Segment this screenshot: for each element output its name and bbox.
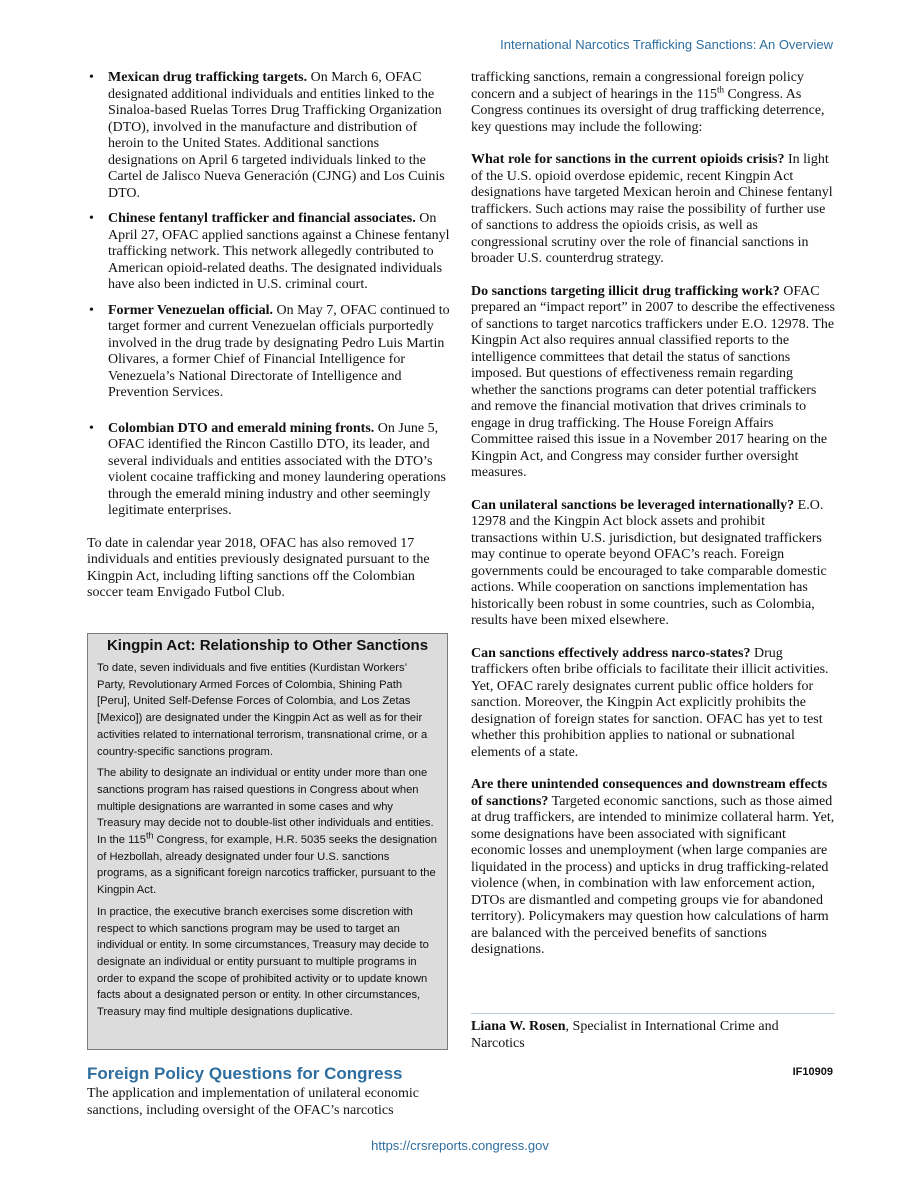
sidebar-text: Congress, for example, H.R. 5035 seeks the designation of Hezbollah, already designated under four U.S. sanctions programs, as a significant foreign narcotics trafficker, pursuant to the Kingpin Act. (97, 834, 438, 897)
designation-list (87, 70, 450, 520)
list-item (87, 421, 450, 520)
bullet-text: On June 5, OFAC identified the Rincon Castillo DTO, its leader, and several individuals and entities associated with the DTO’s violent cocaine trafficking and money laundering operations through the emerald mining industry and other seemingly legitimate enterprises. (108, 420, 446, 518)
bullet-lead: Colombian DTO and emerald mining fronts. (108, 420, 375, 436)
question-lead: What role for sanctions in the current opioids crisis? (471, 152, 785, 167)
intro-text: trafficking sanctions, remain a congressional foreign policy concern and a subject of hearings in the 115 (471, 70, 804, 102)
bullet-icon: • (89, 70, 94, 85)
section-body: The application and implementation of unilateral economic sanctions, including oversight of the OFAC’s narcotics (87, 1086, 419, 1118)
list-item (87, 211, 450, 294)
question-paragraph (471, 152, 835, 268)
bullet-text: On May 7, OFAC continued to target former and current Venezuelan officials purportedly involved in the drug trade by designating Pedro Luis Martin Olivares, a former Chief of Financial Intelligence for Venezuela’s National Directorate of Intelligence and Prevention Services. (108, 302, 450, 400)
bullet-icon: • (89, 302, 94, 318)
question-text: E.O. 12978 and the Kingpin Act block assets and prohibit transactions within U.S. jurisdiction, but designated traffickers may continue to operate beyond OFAC’s reach. Foreign governments could be encouraged to take comparable domestic actions. While cooperation on sanctions implementation has historically been robust in some countries, such as Colombia, results have been mixed elsewhere. (471, 497, 827, 628)
sidebar-paragraph: In practice, the executive branch exercises some discretion with respect to which sanctions program may be used to target an individual or entity. In some circumstances, Treasury may decide to designate an individual or entity pursuant to multiple programs in order to expand the scope of prohibited activity or to update known facts about a designated person or entity. In other circumstances, Treasury may find multiple designations duplicative. (97, 905, 429, 1019)
bullet-text: On April 27, OFAC applied sanctions against a Chinese fentanyl trafficking network. This network allegedly contributed to American opioid-related deaths. The designated individuals have also been indicted in U.S. criminal court. (108, 211, 450, 292)
document-id: IF10909 (792, 1066, 833, 1078)
question-paragraph (471, 777, 835, 959)
bullet-lead: Chinese fentanyl trafficker and financial associates. (108, 211, 416, 226)
sidebar-text: The ability to designate an individual or entity under more than one sanctions program has raised questions in Congress about when multiple designations are warranted in some cases and why Treasury may decide not to double-list other individuals and entities. In the 115 (97, 767, 434, 847)
sidebar-paragraph: To date, seven individuals and five entities (Kurdistan Workers’ Party, Revolutionary Armed Forces of Colombia, Shining Path [Peru], United Self-Defense Forces of Colombia, and Los Zetas [Mexico]) are designated under the Kingpin Act as well as for their activities related to international terrorism, transnational crime, or a country-specific sanctions program. (97, 662, 428, 758)
footer-link[interactable] (0, 1138, 920, 1153)
question-paragraph (471, 646, 835, 762)
footer-url[interactable]: https://crsreports.congress.gov (371, 1138, 549, 1153)
intro-text: Congress. As Congress continues its oversight of drug trafficking deterrence, key questions may include the following: (471, 86, 825, 135)
sidebar-title: Kingpin Act: Relationship to Other Sanctions (106, 637, 429, 654)
sidebar-paragraph (97, 765, 438, 899)
question-paragraph (471, 498, 835, 630)
removal-paragraph: To date in calendar year 2018, OFAC has also removed 17 individuals and entities previously designated pursuant to the Kingpin Act, including lifting sanctions off the Colombian soccer team Envigado Futbol Club. (87, 535, 430, 600)
superscript: th (716, 83, 724, 94)
bullet-lead: Former Venezuelan official. (108, 302, 273, 318)
left-column (87, 70, 450, 618)
question-lead: Can sanctions effectively address narco-states? (471, 645, 751, 661)
question-text: Drug traffickers often bribe officials to facilitate their illicit activities. Yet, OFAC rarely designates current public office holders for sanction. Moreover, the Kingpin Act explicitly prohibits the designation of foreign states for sanction. OFAC has yet to test whether this prohibition applies to national or subnational elements of a state. (471, 645, 829, 760)
bullet-lead: Mexican drug trafficking targets. (108, 70, 308, 85)
intro-paragraph (471, 70, 835, 136)
question-lead: Are there unintended consequences and downstream effects of sanctions? (471, 777, 828, 809)
question-text: Targeted economic sanctions, such as those aimed at drug traffickers, are intended to minimize collateral harm. Yet, some designations have been associated with significant economic losses and unemployment (when large companies are liquidated in the process) and upticks in drug trafficking-related violence (when, in combination with law enforcement action, DTOs are dismantled and competing groups vie for abandoned territory). Policymakers may question how calculations of harm are balanced with the perceived benefits of sanctions designations. (471, 793, 835, 957)
author-block (471, 1019, 835, 1052)
question-lead: Can unilateral sanctions be leveraged internationally? (471, 497, 795, 513)
question-lead: Do sanctions targeting illicit drug trafficking work? (471, 283, 780, 299)
running-header: International Narcotics Trafficking Sanctions: An Overview (500, 37, 833, 52)
bullet-icon: • (89, 420, 94, 436)
list-item (87, 303, 450, 402)
list-item (87, 70, 450, 202)
author-title: , Specialist in International Crime and Narcotics (471, 1019, 779, 1051)
author-divider (471, 1013, 835, 1014)
author-name: Liana W. Rosen (471, 1019, 566, 1034)
right-column (471, 70, 835, 975)
kingpin-sidebar (87, 633, 448, 1050)
bullet-text: On March 6, OFAC designated additional individuals and entities linked to the Sinaloa-based Ruelas Torres Drug Trafficking Organization (DTO), involved in the manufacture and distribution of heroin to the United States. Additional sanctions designations on April 6 targeted individuals linked to the Cartel de Jalisco Nueva Generación (CJNG) and Los Cuinis DTO. (108, 70, 445, 201)
question-paragraph (471, 284, 835, 482)
section-heading: Foreign Policy Questions for Congress (87, 1064, 403, 1083)
question-text: OFAC prepared an “impact report” in 2007 to describe the effectiveness of sanctions to target narcotics traffickers under E.O. 12978. The Kingpin Act also requires annual classified reports to the intelligence committees that detail the status of sanctions imposed. But questions of effectiveness remain regarding whether the sanctions programs can deter potential traffickers and remove the financial motivation that drives criminals to engage in drug trafficking. The House Foreign Affairs Committee raised this issue in a November 2017 hearing on the Kingpin Act, and Congress may consider further oversight measures. (471, 283, 835, 480)
question-text: In light of the U.S. opioid overdose epidemic, recent Kingpin Act designations have targeted Mexican heroin and Chinese fentanyl traffickers. Such actions may raise the possibility of further use of sanctions to address the opioids crisis, as well as congressional scrutiny over the role of financial sanctions in broader U.S. counterdrug strategy. (471, 152, 833, 266)
bullet-icon: • (89, 211, 94, 226)
superscript: th (145, 830, 154, 841)
